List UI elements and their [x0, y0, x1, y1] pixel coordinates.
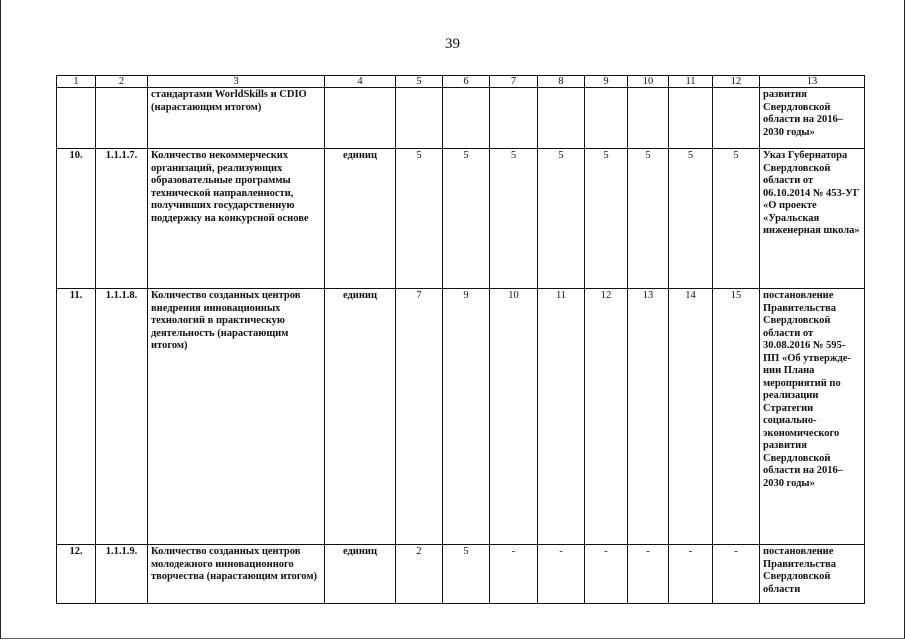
value-cell: -: [490, 545, 538, 604]
column-header: 2: [96, 76, 148, 88]
value-cell: 5: [538, 149, 585, 289]
value-cell: 15: [713, 289, 760, 545]
column-header: 8: [538, 76, 585, 88]
column-header: 11: [669, 76, 713, 88]
value-cell: [538, 88, 585, 149]
column-header: 7: [490, 76, 538, 88]
column-header: 9: [585, 76, 628, 88]
value-cell: 5: [669, 149, 713, 289]
legal-basis: постановление Правительства Свердловской области от 30.08.2016 № 595-ПП «Об утвержде-нии Плана мероприятий по реализации Стратегии социально-экономического развития Свердловской области на 2016–2030 годы»: [760, 289, 865, 545]
indicator-name: Количество некоммерческих организаций, реализующих образовательные программы технической направленности, получивших государственную поддержку на конкурсной основе: [148, 149, 325, 289]
row-code: 1.1.1.9.: [96, 545, 148, 604]
value-cell: [490, 88, 538, 149]
row-code: [96, 88, 148, 149]
table-row: [57, 545, 865, 604]
indicator-name: стандартами WorldSkills и CDIO (нарастающим итогом): [148, 88, 325, 149]
value-cell: 5: [713, 149, 760, 289]
value-cell: -: [585, 545, 628, 604]
value-cell: 9: [443, 289, 490, 545]
indicators-table: [56, 75, 865, 604]
unit: единиц: [325, 545, 396, 604]
column-header: 5: [396, 76, 443, 88]
unit: единиц: [325, 289, 396, 545]
row-number: 11.: [57, 289, 96, 545]
value-cell: [713, 88, 760, 149]
value-cell: 5: [443, 545, 490, 604]
row-number: 12.: [57, 545, 96, 604]
value-cell: 10: [490, 289, 538, 545]
column-header: 4: [325, 76, 396, 88]
legal-basis: постановление Правительства Свердловской области: [760, 545, 865, 604]
column-header: 12: [713, 76, 760, 88]
page-number: 39: [445, 36, 460, 52]
table-row: [57, 149, 865, 289]
table-row: [57, 289, 865, 545]
value-cell: -: [713, 545, 760, 604]
value-cell: 5: [585, 149, 628, 289]
value-cell: 5: [628, 149, 669, 289]
value-cell: -: [669, 545, 713, 604]
table-row: [57, 88, 865, 149]
value-cell: 5: [396, 149, 443, 289]
unit: [325, 88, 396, 149]
value-cell: -: [628, 545, 669, 604]
value-cell: 11: [538, 289, 585, 545]
value-cell: 2: [396, 545, 443, 604]
value-cell: [628, 88, 669, 149]
value-cell: 5: [490, 149, 538, 289]
legal-basis: развития Свердловской области на 2016–2030 годы»: [760, 88, 865, 149]
value-cell: 12: [585, 289, 628, 545]
column-header: 10: [628, 76, 669, 88]
value-cell: -: [538, 545, 585, 604]
indicator-name: Количество созданных центров молодежного инновационного творчества (нарастающим итогом): [148, 545, 325, 604]
value-cell: [443, 88, 490, 149]
unit: единиц: [325, 149, 396, 289]
column-header: 13: [760, 76, 865, 88]
value-cell: 13: [628, 289, 669, 545]
table-header-row: [57, 76, 865, 88]
value-cell: 7: [396, 289, 443, 545]
value-cell: [669, 88, 713, 149]
column-header: 6: [443, 76, 490, 88]
value-cell: 5: [443, 149, 490, 289]
column-header: 3: [148, 76, 325, 88]
column-header: 1: [57, 76, 96, 88]
row-code: 1.1.1.7.: [96, 149, 148, 289]
value-cell: [585, 88, 628, 149]
legal-basis: Указ Губернатора Свердловской области от 06.10.2014 № 453-УГ «О проекте «Уральская инженерная школа»: [760, 149, 865, 289]
indicator-name: Количество созданных центров внедрения инновационных технологий в практическую деятельность (нарастающим итогом): [148, 289, 325, 545]
value-cell: [396, 88, 443, 149]
row-number: [57, 88, 96, 149]
value-cell: 14: [669, 289, 713, 545]
row-code: 1.1.1.8.: [96, 289, 148, 545]
row-number: 10.: [57, 149, 96, 289]
